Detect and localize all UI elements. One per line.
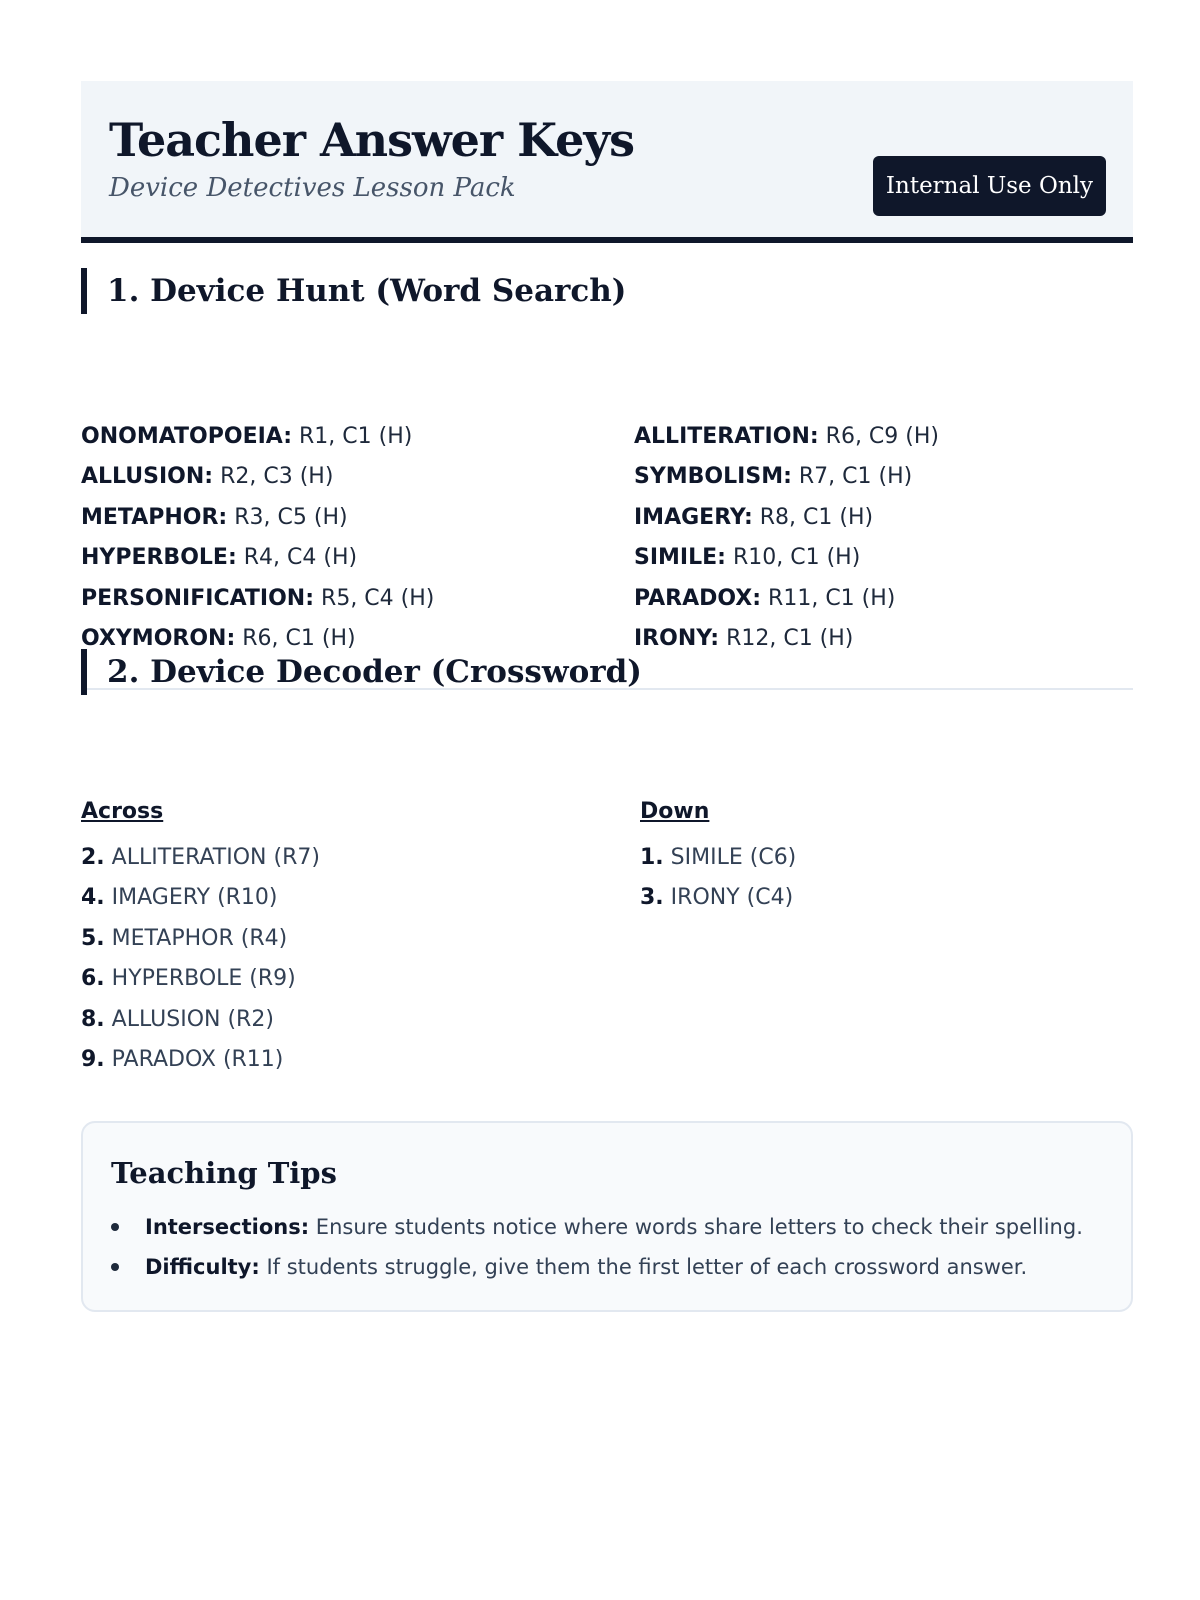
list-item [83,1212,1083,1252]
clue-number: 8. [81,1006,105,1032]
list-item [634,543,939,583]
word-label: ALLUSION: [81,464,214,490]
page-title: Teacher Answer Keys [109,113,635,167]
down-answers-list [640,843,796,924]
down-heading: Down [640,799,710,824]
section-heading-word-search: 1. Device Hunt (Word Search) [81,268,626,314]
clue-number: 4. [81,885,105,911]
word-location: R11, C1 (H) [768,585,896,611]
word-label: SYMBOLISM: [634,464,792,490]
word-location: R6, C1 (H) [242,625,356,651]
word-label: HYPERBOLE: [81,545,237,571]
word-location: R8, C1 (H) [759,504,874,530]
clue-answer: HYPERBOLE (R9) [111,966,296,992]
word-label: ALLITERATION: [634,424,819,449]
internal-use-badge: Internal Use Only [873,156,1106,216]
list-item [81,1005,320,1045]
bullet-icon [111,1263,119,1271]
clue-answer: IRONY (C4) [670,885,794,911]
clue-answer: ALLUSION (R2) [111,1006,274,1032]
tip-text: Ensure students notice where words share letters to check their spelling. [315,1215,1083,1239]
list-item [640,883,796,923]
word-location: R1, C1 (H) [299,424,413,449]
answer-key-page [81,81,1133,1280]
word-label: OXYMORON: [81,625,236,651]
word-location: R3, C5 (H) [234,504,348,530]
across-heading: Across [81,799,164,824]
tip-label: Intersections: [145,1215,310,1239]
list-item [634,422,939,462]
word-location: R6, C9 (H) [825,424,939,449]
list-item [634,503,939,543]
across-answers-list [81,843,320,1085]
list-item [81,883,320,923]
list-item [81,503,434,543]
list-item [81,924,320,964]
word-label: SIMILE: [634,545,726,571]
teaching-tips-box [81,1121,1133,1312]
word-label: IMAGERY: [634,504,753,530]
clue-answer: SIMILE (C6) [670,845,797,870]
clue-number: 6. [81,966,105,992]
word-search-left-column [81,422,434,664]
tip-text: If students struggle, give them the first letter of each crossword answer. [266,1255,1028,1280]
tip-label: Difficulty: [145,1255,260,1280]
word-location: R4, C4 (H) [243,545,358,571]
list-item [81,964,320,1004]
page-subtitle: Device Detectives Lesson Pack [109,173,516,203]
word-label: IRONY: [634,625,720,651]
word-label: ONOMATOPOEIA: [81,424,293,449]
word-search-right-column [634,422,939,664]
word-label: METAPHOR: [81,504,228,530]
word-label: PARADOX: [634,585,762,611]
list-item [634,462,939,502]
list-item [81,422,434,462]
word-label: PERSONIFICATION: [81,585,315,611]
word-location: R12, C1 (H) [726,625,854,651]
clue-number: 5. [81,925,105,951]
teaching-tips-list [83,1212,1083,1293]
word-location: R2, C3 (H) [220,464,334,490]
list-item [81,462,434,502]
page-header [81,81,1133,243]
clue-answer: ALLITERATION (R7) [111,845,320,870]
word-location: R7, C1 (H) [798,464,913,490]
teaching-tips-title: Teaching Tips [111,1156,337,1190]
list-item [81,1045,320,1085]
clue-answer: IMAGERY (R10) [111,885,278,911]
clue-answer: METAPHOR (R4) [111,925,288,951]
section-heading-crossword: 2. Device Decoder (Crossword) [81,649,642,695]
list-item [640,843,796,883]
clue-answer: PARADOX (R11) [111,1046,284,1072]
word-location: R5, C4 (H) [321,585,435,611]
list-item [81,843,320,883]
clue-number: 1. [640,845,664,870]
word-location: R10, C1 (H) [732,545,861,571]
clue-number: 2. [81,845,105,870]
clue-number: 3. [640,885,664,911]
list-item [83,1252,1083,1292]
list-item [634,584,939,624]
clue-number: 9. [81,1046,105,1072]
list-item [81,543,434,583]
list-item [81,584,434,624]
list-item [634,624,939,664]
bullet-icon [111,1223,119,1231]
